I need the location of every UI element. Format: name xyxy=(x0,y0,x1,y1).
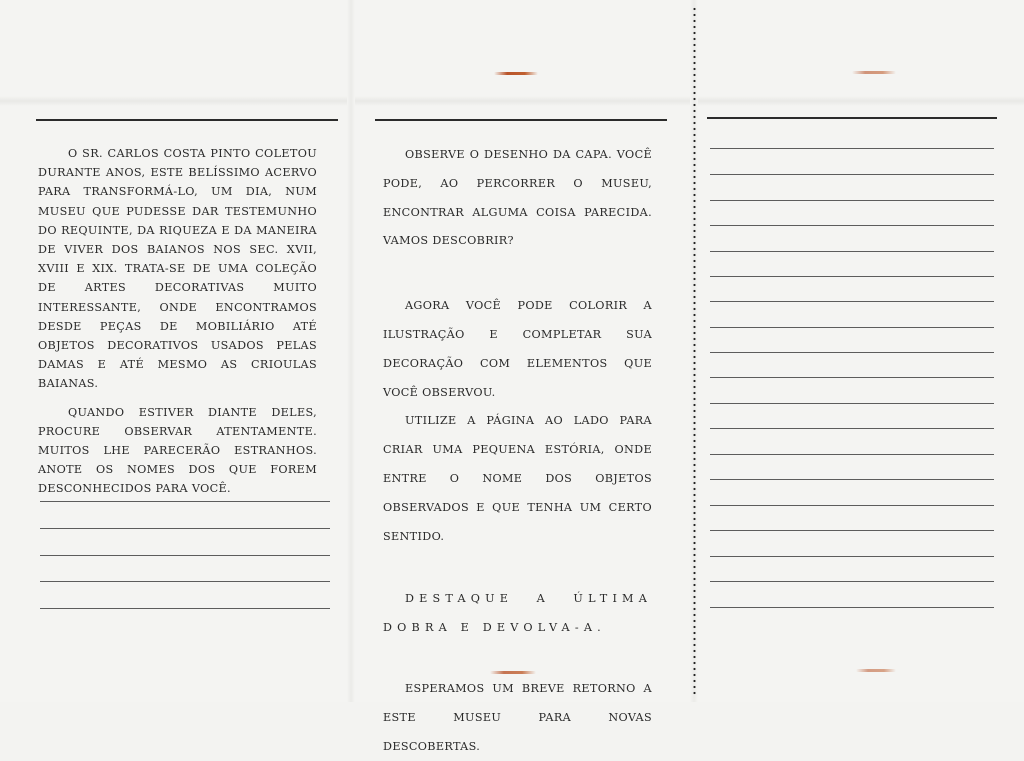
writing-line xyxy=(710,403,994,404)
cover-paragraph: OBSERVE O DESENHO DA CAPA. VOCÊ PODE, AO PERCORRER O MUSEU, ENCONTRAR ALGUMA COISA PARECIDA. VAMOS DESCOBRIR? xyxy=(383,148,652,248)
left-note-line xyxy=(40,528,330,529)
middle-panel-top-rule xyxy=(375,119,667,121)
left-note-line xyxy=(40,555,330,556)
writing-line xyxy=(710,530,994,531)
writing-line xyxy=(710,556,994,557)
writing-line xyxy=(710,377,994,378)
perforation-line xyxy=(693,6,696,696)
detach-paragraph xyxy=(383,585,652,643)
left-note-line xyxy=(40,608,330,609)
writing-line xyxy=(710,225,994,226)
writing-line xyxy=(710,327,994,328)
writing-line xyxy=(710,251,994,252)
farewell-paragraph: ESPERAMOS UM BREVE RETORNO A ESTE MUSEU PARA NOVAS DESCOBERTAS. xyxy=(383,681,652,753)
writing-line xyxy=(710,352,994,353)
writing-line xyxy=(710,276,994,277)
writing-line xyxy=(710,505,994,506)
instruction-paragraph: QUANDO ESTIVER DIANTE DELES, PROCURE OBSERVAR ATENTAMENTE. MUITOS LHE PARECERÃO ESTRANHOS. ANOTE OS NOMES DOS QUE FOREM DESCONHECIDOS PARA VOCÊ. xyxy=(38,405,317,496)
left-panel-text xyxy=(38,144,317,499)
left-note-line xyxy=(40,501,330,502)
writing-line xyxy=(710,454,994,455)
writing-line xyxy=(710,174,994,175)
left-panel-top-rule xyxy=(36,119,338,121)
writing-line xyxy=(710,428,994,429)
staple-top-right xyxy=(852,71,896,74)
middle-panel-text xyxy=(383,141,652,761)
writing-line xyxy=(710,607,994,608)
detach-text: DESTAQUE A ÚLTIMA DOBRA E DEVOLVA-A. xyxy=(383,592,652,635)
writing-line xyxy=(710,479,994,480)
vertical-fold-left xyxy=(347,0,355,702)
staple-top-middle xyxy=(494,72,538,75)
staple-bottom-right xyxy=(856,669,896,672)
writing-line xyxy=(710,148,994,149)
writing-line xyxy=(710,301,994,302)
story-paragraph: UTILIZE A PÁGINA AO LADO PARA CRIAR UMA PEQUENA ESTÓRIA, ONDE ENTRE O NOME DOS OBJETOS OBSERVADOS E QUE TENHA UM CERTO SENTIDO. xyxy=(383,414,652,543)
writing-line xyxy=(710,200,994,201)
right-panel-top-rule xyxy=(707,117,997,119)
coloring-paragraph: AGORA VOCÊ PODE COLORIR A ILUSTRAÇÃO E COMPLETAR SUA DECORAÇÃO COM ELEMENTOS QUE VOCÊ OBSERVOU. xyxy=(383,299,652,399)
left-note-line xyxy=(40,581,330,582)
intro-paragraph: O SR. CARLOS COSTA PINTO COLETOU DURANTE ANOS, ESTE BELÍSSIMO ACERVO PARA TRANSFORMÁ-LO, UM DIA, NUM MUSEU QUE PUDESSE DAR TESTEMUNHO DO REQUINTE, DA RIQUEZA E DA MANEIRA DE VIVER DOS BAIANOS NOS SEC. XVII, XVIII E XIX. TRATA-SE DE UMA COLEÇÃO DE ARTES DECORATIVAS MUITO INTERESSANTE, ONDE ENCONTRAMOS DESDE PEÇAS DE MOBILIÁRIO ATÉ OBJETOS DECORATIVOS USADOS PELAS DAMAS E ATÉ MESMO AS CRIOULAS BAIANAS. xyxy=(38,147,317,391)
writing-line xyxy=(710,581,994,582)
horizontal-fold xyxy=(0,96,1024,106)
